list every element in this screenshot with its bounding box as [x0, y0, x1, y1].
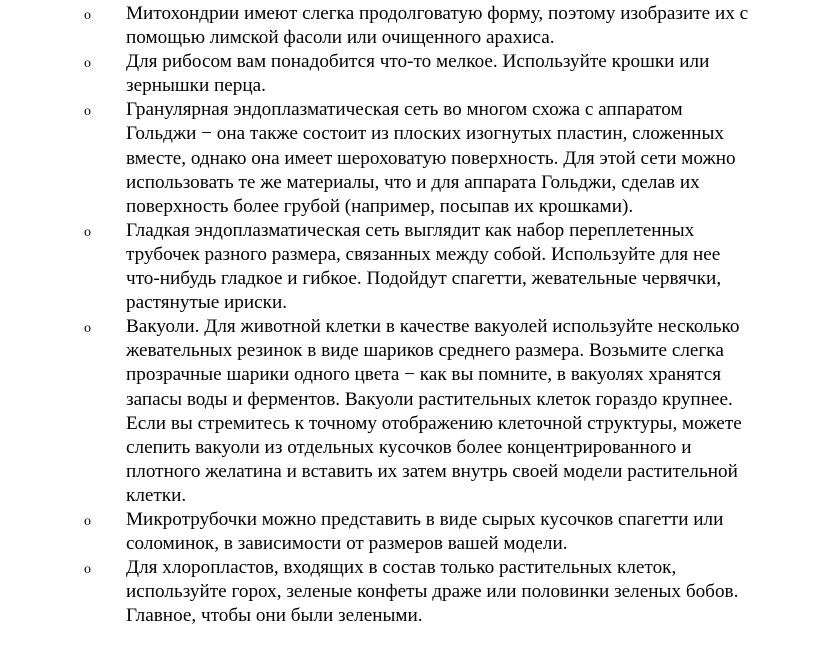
text-line: используйте горох, зеленые конфеты драже или половинки зеленых бобов.	[126, 581, 739, 603]
list-item-microtubules	[0, 508, 816, 556]
text-line: использовать те же материалы, что и для аппарата Гольджи, сделав их	[126, 171, 700, 193]
text-line: плотного желатина и вставить их затем внутрь своей модели растительной	[126, 460, 738, 482]
bullet-marker: o	[84, 224, 91, 240]
text-line: поверхность более грубой (например, посыпав их крошками).	[126, 195, 634, 217]
bullet-marker: o	[84, 513, 91, 529]
text-line: Для рибосом вам понадобится что-то мелкое. Используйте крошки или	[126, 51, 710, 73]
text-line: клетки.	[126, 484, 187, 506]
text-line: соломинок, в зависимости от размеров вашей модели.	[126, 533, 568, 555]
text-line: Гольджи − она также состоит из плоских изогнутых пластин, сложенных	[126, 123, 724, 145]
bullet-marker: o	[84, 56, 91, 72]
text-line: Гладкая эндоплазматическая сеть выглядит как набор переплетенных	[126, 219, 695, 241]
bullet-marker: o	[84, 562, 91, 578]
text-line: помощью лимской фасоли или очищенного арахиса.	[126, 27, 555, 49]
list-item-smooth-er	[0, 219, 816, 315]
text-line: вместе, однако она имеет шероховатую поверхность. Для этой сети можно	[126, 147, 736, 169]
text-line: прозрачные шарики одного цвета − как вы помните, в вакуолях хранятся	[126, 364, 722, 386]
list-item-rough-er	[0, 98, 816, 218]
text-line: Гранулярная эндоплазматическая сеть во многом схожа с аппаратом	[126, 99, 683, 121]
text-line: Главное, чтобы они были зелеными.	[126, 605, 423, 627]
text-line: Вакуоли. Для животной клетки в качестве вакуолей используйте несколько	[126, 316, 740, 338]
text-line: Митохондрии имеют слегка продолговатую форму, поэтому изобразите их с	[126, 3, 749, 24]
bullet-marker: o	[84, 104, 91, 120]
list-item-chloroplasts	[0, 556, 816, 628]
text-line: запасы воды и ферментов. Вакуоли растительных клеток гораздо крупнее.	[126, 388, 733, 410]
text-line: Если вы стремитесь к точному отображению клеточной структуры, можете	[126, 412, 742, 434]
text-line: жевательных резинок в виде шариков среднего размера. Возьмите слегка	[126, 340, 724, 362]
text-line: трубочек разного размера, связанных между собой. Используйте для нее	[126, 243, 721, 265]
text-line: Микротрубочки можно представить в виде сырых кусочков спагетти или	[126, 508, 724, 530]
text-line: зернышки перца.	[126, 75, 266, 97]
bullet-marker: o	[84, 321, 91, 337]
list-item-mitochondria	[0, 2, 816, 50]
text-line: Для хлоропластов, входящих в состав только растительных клеток,	[126, 557, 677, 579]
text-line: растянутые ириски.	[126, 292, 288, 314]
text-line: что-нибудь гладкое и гибкое. Подойдут спагетти, жевательные червячки,	[126, 268, 722, 290]
list-item-ribosomes	[0, 50, 816, 98]
list-item-vacuoles	[0, 315, 816, 508]
text-line: слепить вакуоли из отдельных кусочков более концентрированного и	[126, 436, 692, 458]
bullet-marker: o	[84, 8, 91, 23]
